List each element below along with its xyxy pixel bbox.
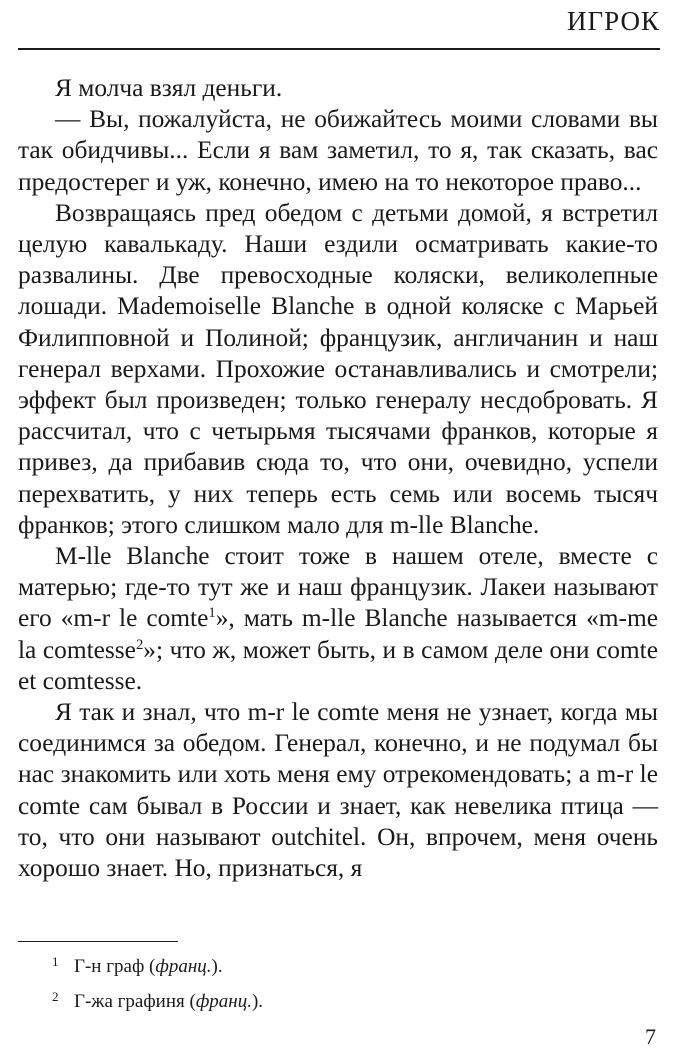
- footnote-divider: [18, 941, 178, 942]
- paragraph: Возвращаясь пред обедом с детьми домой, я встретил целую кавалькаду. Наши ездили осматривать какие-то развалины. Две превосходные коляски, великолепные лошади. Mademoiselle Blanche в одной коляске с Марьей Филипповной и Полиной; французик, англичанин и наш генерал верхами. Прохожие останавливались и смотрели; эффект был произведен; только генералу несдобровать. Я рассчитал, что с четырьмя тысячами франков, которые я привез, да прибавив сюда то, что они, очевидно, успели перехватить, у них теперь есть семь или восемь тысяч франков; этого слишком мало для m-lle Blanche.: [18, 198, 658, 539]
- footnote-number: 1: [52, 954, 59, 969]
- footnote: [52, 947, 263, 982]
- paragraph: Я так и знал, что m-r le comte меня не узнает, когда мы соединимся за обедом. Генерал, конечно, и не подумал бы нас знакомить или хоть меня ему отрекомендовать; а m-r le comte сам бывал в России и знает, как невелика птица — то, что они называют outchitel. Он, впрочем, меня очень хорошо знает. Но, признаться, я: [18, 698, 658, 883]
- footnote: [52, 982, 263, 1017]
- paragraph-text: », мать m-lle Blanche называется «m-me la comtesse: [18, 604, 658, 664]
- paragraph: Я молча взял деньги.: [55, 74, 283, 102]
- footnotes: [52, 947, 263, 1017]
- page-number: 7: [645, 1024, 656, 1049]
- footnote-end: ).: [251, 991, 264, 1012]
- footnote-note: франц.: [195, 991, 252, 1012]
- footnote-ref[interactable]: 2: [135, 636, 144, 653]
- paragraph: — Вы, пожалуйста, не обижайтесь моими словами вы так обидчивы... Если я вам заметил, то я, так сказать, вас предостерег и уж, конечно, имею на то некоторое право...: [18, 105, 658, 196]
- footnote-text: Г-жа графиня (: [74, 991, 196, 1012]
- footnote-ref[interactable]: 1: [208, 605, 216, 622]
- body-text: [18, 73, 658, 884]
- paragraph: [18, 541, 658, 697]
- paragraph-text: »; что ж, может быть, и в самом деле они comte et comtesse.: [18, 635, 659, 695]
- running-title: ИГРОК: [567, 6, 660, 36]
- footnote-text: Г-н граф (: [74, 956, 156, 977]
- paragraph-text: M-lle Blanche стоит тоже в нашем отеле, вместе с матерью; где-то тут же и наш французик. Лакеи называют его «m-r le comte: [18, 542, 658, 633]
- footnote-end: ).: [211, 956, 223, 977]
- page-header: [18, 0, 660, 50]
- footnote-note: франц.: [155, 956, 212, 977]
- footnote-number: 2: [52, 989, 59, 1004]
